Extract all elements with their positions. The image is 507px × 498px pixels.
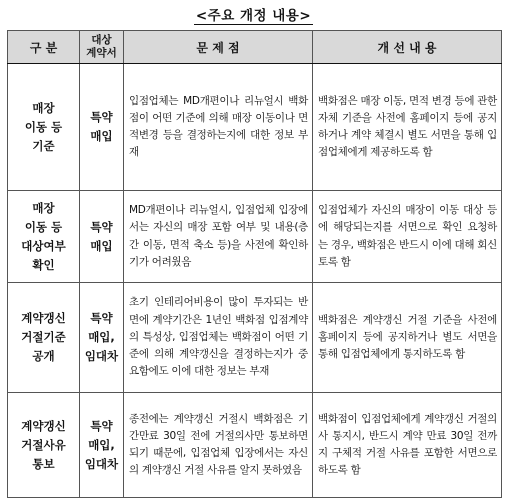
row-target-text: 특약 매입, 임대차 — [84, 418, 119, 471]
row-category-text: 매장 이동 등 대상여부 확인 — [21, 200, 66, 272]
row-category — [8, 64, 80, 191]
row-target — [80, 191, 124, 283]
row-target — [80, 283, 124, 393]
row-improvement: 백화점이 입점업체에게 계약갱신 거절의사 통지시, 반드시 계약 만료 30일 전까지 구체적 거절 사유를 포함한 서면으로 하도록 함 — [313, 393, 502, 498]
row-target — [80, 393, 124, 498]
row-category-text: 매장 이동 등 기준 — [24, 100, 63, 153]
row-target-text: 특약 매입 — [90, 219, 113, 253]
table-row — [8, 393, 502, 498]
header-target-text: 대상 계약서 — [86, 34, 117, 59]
row-category — [8, 393, 80, 498]
header-target — [80, 31, 124, 64]
document-title-text: <주요 개정 내용> — [195, 8, 312, 24]
header-improvement: 개 선 내 용 — [313, 31, 502, 64]
row-category — [8, 283, 80, 393]
row-target-text: 특약 매입, 임대차 — [84, 311, 119, 363]
row-improvement: 백화점은 계약갱신 거절 기준을 사전에 홈페이지 등에 공지하거나 별도 서면을 통해 입점업체에게 통지하도록 함 — [313, 283, 502, 393]
row-target — [80, 64, 124, 191]
header-problem: 문 제 점 — [124, 31, 313, 64]
row-category — [8, 191, 80, 283]
row-problem: 초기 인테리어비용이 많이 투자되는 반면에 계약기간은 1년인 백화점 입점계약의 특성상, 입점업체는 백화점이 어떤 기준에 의해 계약갱신을 결정하는지가 중요함에도 이에 대한 정보는 부재 — [124, 283, 313, 393]
revision-table — [7, 30, 502, 498]
row-category-text: 계약갱신 거절사유 통보 — [21, 418, 66, 471]
row-problem: 종전에는 계약갱신 거절시 백화점은 기간만료 30일 전에 거절의사만 통보하면 되기 때문에, 입점업체 입장에서는 자신의 계약갱신 거절 사유를 알지 못하였음 — [124, 393, 313, 498]
row-improvement: 백화점은 매장 이동, 면적 변경 등에 관한 자체 기준을 사전에 홈페이지 등에 공지하거나 계약 체결시 별도 서면을 통해 입점업체에게 제공하도록 함 — [313, 64, 502, 191]
table-row — [8, 64, 502, 191]
table-row — [8, 283, 502, 393]
header-category: 구 분 — [8, 31, 80, 64]
row-problem: MD개편이나 리뉴얼시, 입점업체 입장에서는 자신의 매장 포함 여부 및 내용(층간 이동, 면적 축소 등)을 사전에 확인하기가 어려웠음 — [124, 191, 313, 283]
row-improvement: 입점업체가 자신의 매장이 이동 대상 등에 해당되는지를 서면으로 확인 요청하는 경우, 백화점은 반드시 이에 대해 회신토록 함 — [313, 191, 502, 283]
row-category-text: 계약갱신 거절기준 공개 — [21, 311, 66, 363]
document-title — [0, 4, 507, 24]
table-row — [8, 191, 502, 283]
row-problem: 입점업체는 MD개편이나 리뉴얼시 백화점이 어떤 기준에 의해 매장 이동이나 면적변경 등을 결정하는지에 대한 정보 부재 — [124, 64, 313, 191]
table-header-row — [8, 31, 502, 64]
row-target-text: 특약 매입 — [90, 110, 113, 143]
